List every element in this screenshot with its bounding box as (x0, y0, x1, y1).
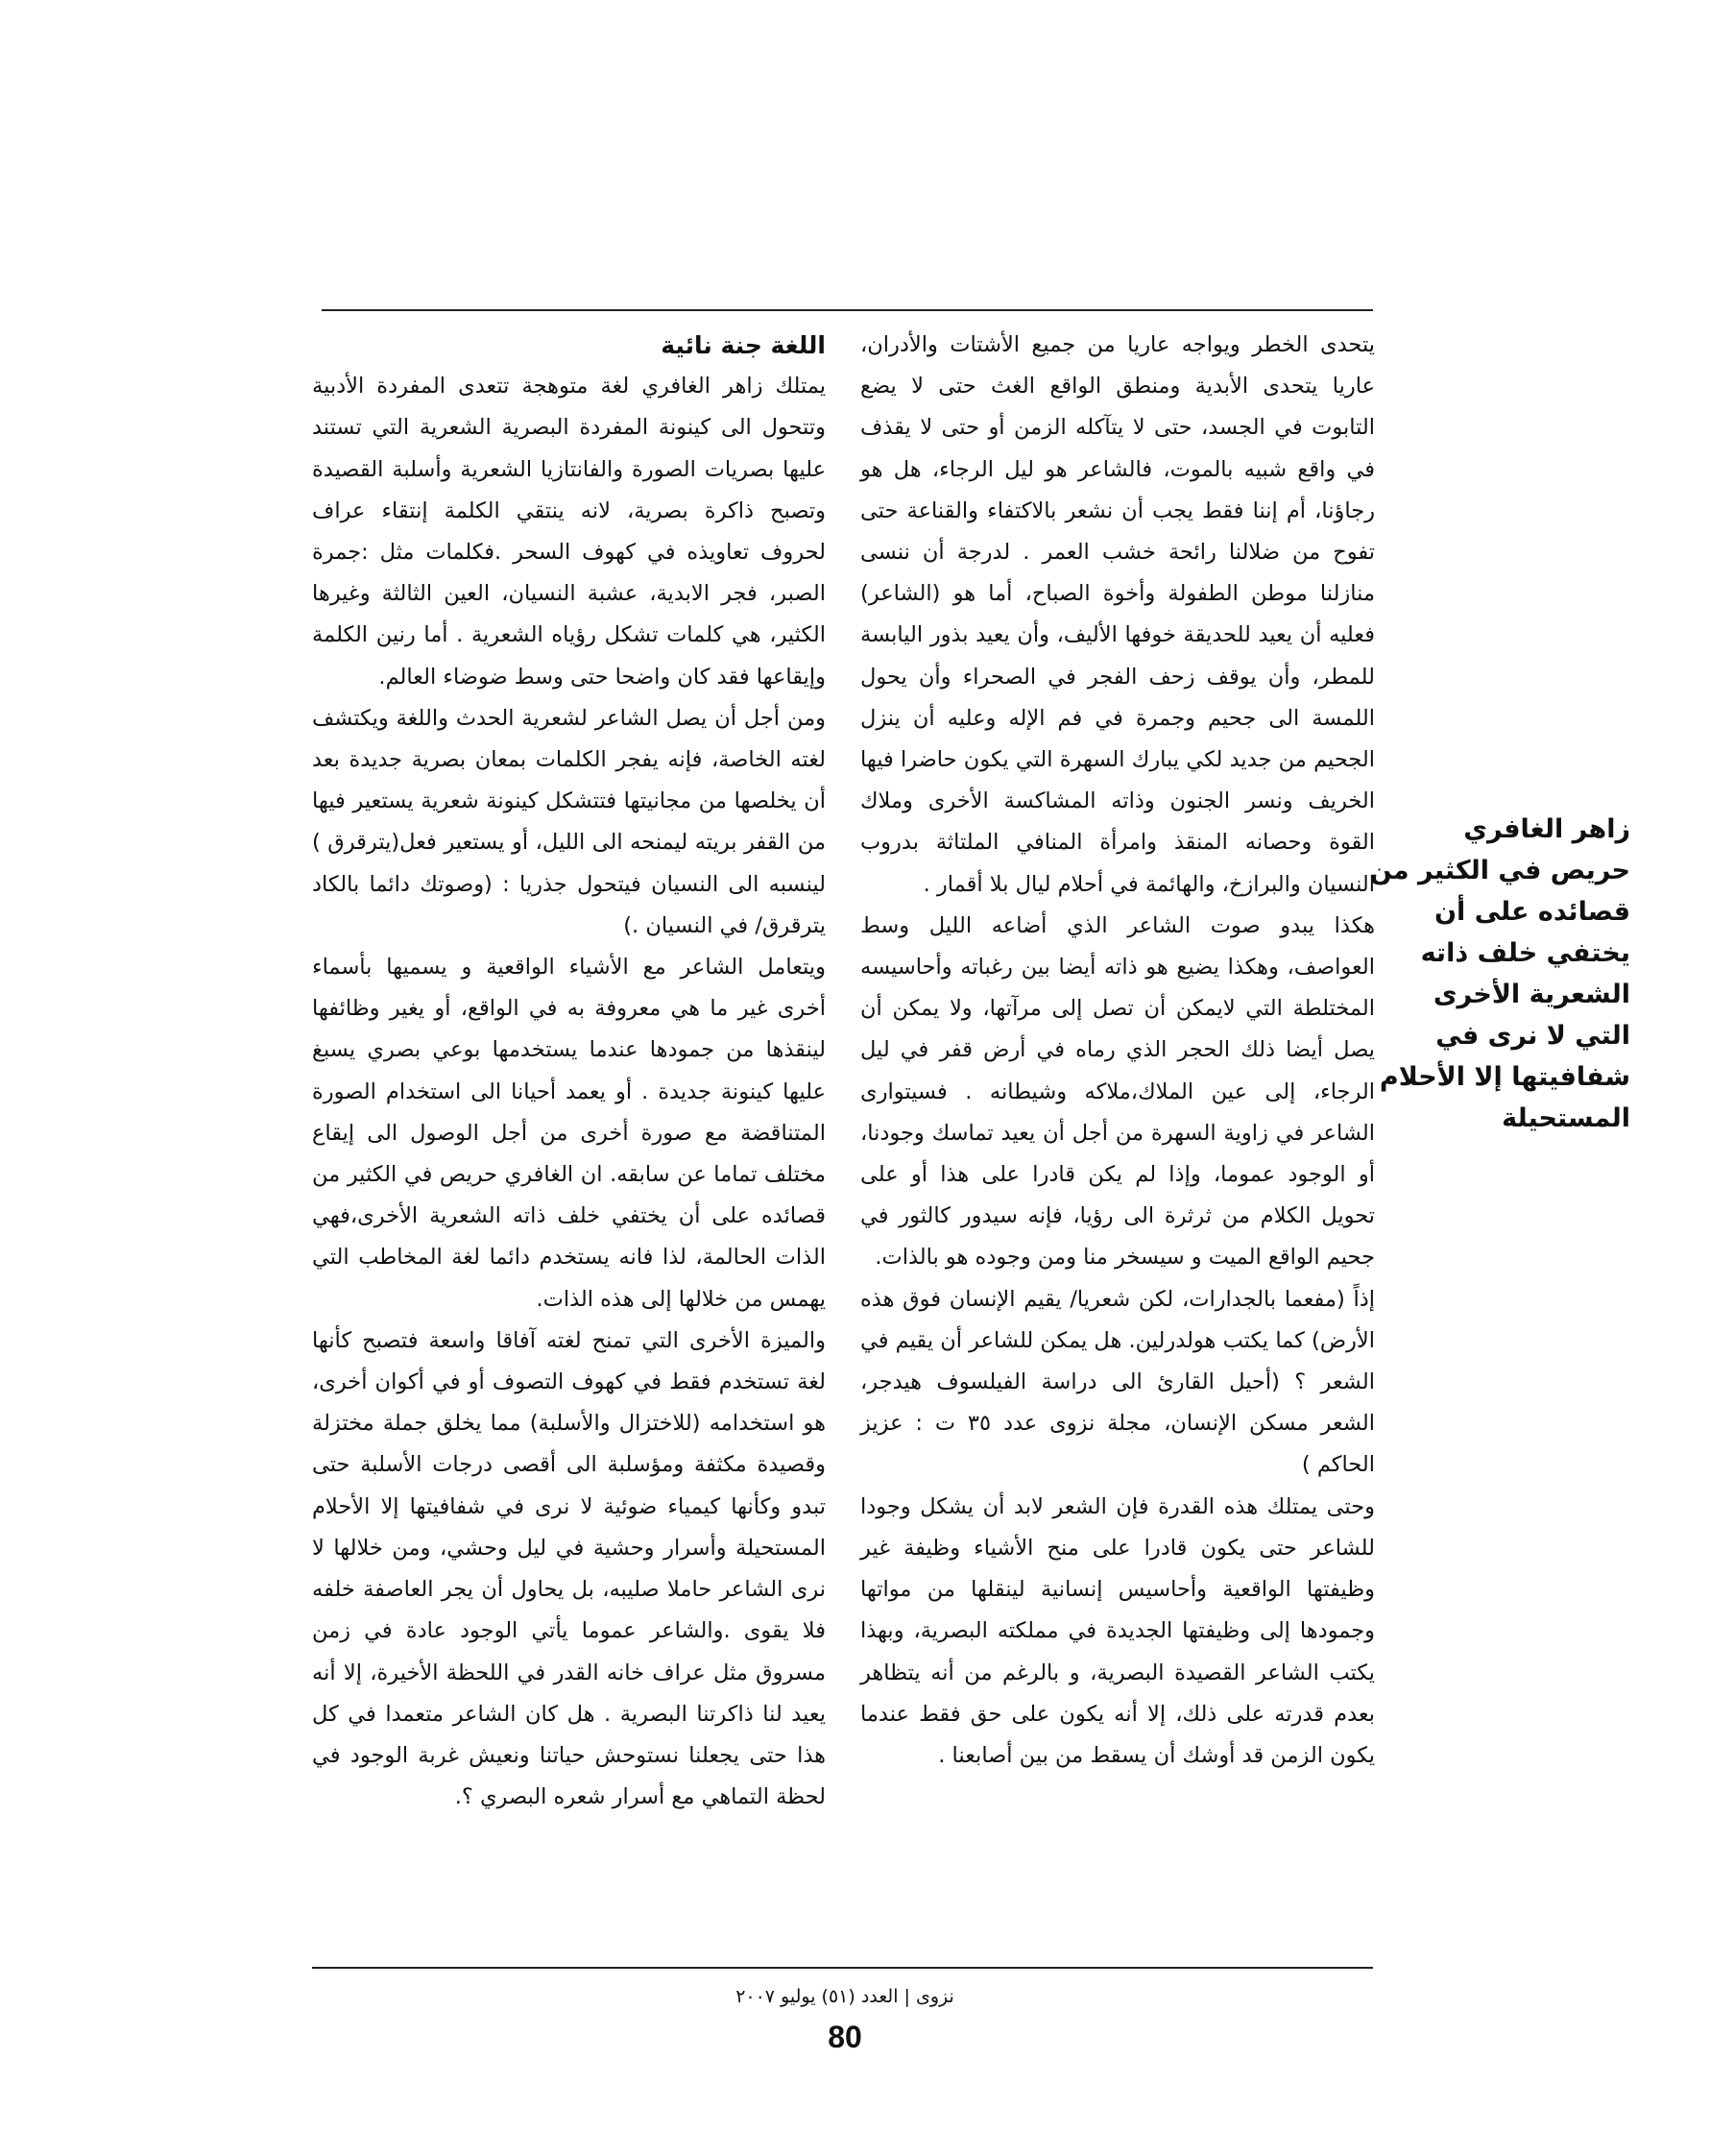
pull-quote-line: الشعرية الأخرى (1433, 980, 1630, 1009)
pull-quote-line: زاهر الغافري (1463, 814, 1630, 844)
pull-quote-line: يختفي خلف ذاته (1420, 938, 1630, 968)
body-paragraph: وحتى يمتلك هذه القدرة فإن الشعر لابد أن يشكل وجودا للشاعر حتى يكون قادرا على منح الأشياء وظيفة غير وظيفتها الواقعية وأحاسيس إنسانية لينقلها من مواتها وجمودها إلى وظيفتها الجديدة في مملكته البصرية، وبهذا يكتب الشاعر القصيدة البصرية، و بالرغم من أنه يتظاهر بعدم قدرته على ذلك، إلا أنه يكون على حق فقط عندما يكون الزمن قد أوشك أن يسقط من بين أصابعنا . (860, 1493, 1375, 1768)
body-paragraph: يمتلك زاهر الغافري لغة متوهجة تتعدى المفردة الأدبية وتتحول الى كينونة المفردة البصرية الشعرية التي تستند عليها بصريات الصورة والفانتازيا الشعرية وأسلبة القصيدة وتصبح ذاكرة بصرية، لانه ينتقي الكلمة إنتقاء عراف لحروف تعاويذه في كهوف السحر .فكلمات مثل :جمرة الصبر، فجر الابدية، عشبة النسيان، العين الثالثة وغيرها الكثير، هي كلمات تشكل رؤياه الشعرية . أما رنين الكلمة وإيقاعها فقد كان واضحا حتى وسط ضوضاء العالم. (312, 374, 826, 690)
pull-quote-line: حريص في الكثير من (1369, 856, 1630, 885)
body-paragraph: هكذا يبدو صوت الشاعر الذي أضاعه الليل وسط العواصف، وهكذا يضيع هو ذاته أيضا بين رغباته وأحاسيسه المختلطة التي لايمكن أن تصل إلى مرآتها، ولا يمكن أن يصل أيضا ذلك الحجر الذي رماه في أرض قفر في ليل الرجاء، إلى عين الملاك،ملاكه وشيطانه . فسيتوارى الشاعر في زاوية السهرة من أجل أن يعيد تماسك وجودنا، أو الوجود عموما، وإذا لم يكن قادرا على هذا أو على تحويل الكلام من ثرثرة الى رؤيا، فإنه سيدور كالثور في جحيم الواقع الميت و سيسخر منا ومن وجوده هو بالذات. (860, 912, 1375, 1271)
body-paragraph: يتحدى الخطر ويواجه عاريا من جميع الأشتات والأدران، عاريا يتحدى الأبدية ومنطق الواقع الغث حتى لا يضع التابوت في الجسد، حتى لا يتآكله الزمن أو حتى لا يقذف في واقع شبيه بالموت، فالشاعر هو ليل الرجاء، هل هو رجاؤنا، أم إننا فقط يجب أن نشعر بالاكتفاء والقناعة حتى تفوح من ضلالنا رائحة خشب العمر . لدرجة أن ننسى منازلنا موطن الطفولة وأخوة الصباح، أما هو (الشاعر) فعليه أن يعيد للحديقة خوفها الأليف، وأن يعيد بذور اليابسة للمطر، وأن يوقف زحف الفجر في الصحراء وأن يحول اللمسة الى جحيم وجمرة في فم الإله وعليه أن ينزل الجحيم من جديد لكي يبارك السهرة التي يكون حاضرا فيها الخريف ونسر الجنون وذاته المشاكسة الأخرى وملاك القوة وحصانه المنقذ وامرأة المنافي الملتاثة بدروب النسيان والبرازخ، والهائمة في أحلام ليال بلا أقمار . (860, 332, 1375, 897)
pull-quote-line: المستحيلة (1502, 1103, 1630, 1133)
body-paragraph: والميزة الأخرى التي تمنح لغته آفاقا واسعة فتصبح كأنها لغة تستخدم فقط في كهوف التصوف أو في أكوان أخرى، هو استخدامه (للاختزال والأسلبة) مما يخلق جملة مختزلة وقصيدة مكثفة ومؤسلبة الى أقصى درجات الأسلبة حتى تبدو وكأنها كيمياء ضوئية لا نرى في شفافيتها إلا الأحلام المستحيلة وأسرار وحشية في ليل وحشي، ومن خلالها لا نرى الشاعر حاملا صليبه، بل يحاول أن يجر العاصفة خلفه فلا يقوى .والشاعر عموما يأتي الوجود عادة في زمن مسروق مثل عراف خانه القدر في اللحظة الأخيرة، إلا أنه يعيد لنا ذاكرتنا البصرية . هل كان الشاعر متعمدا في كل هذا حتى يجعلنا نستوحش حياتنا ونعيش غربة الوجود في لحظة التماهي مع أسرار شعره البصري ؟. (312, 1327, 826, 1810)
body-paragraph: إذاً (مفعما بالجدارات، لكن شعريا/ يقيم الإنسان فوق هذه الأرض) كما يكتب هولدرلين. هل يمكن للشاعر أن يقيم في الشعر ؟ (أحيل القارئ الى دراسة الفيلسوف هيدجر، الشعر مسكن الإنسان، مجلة نزوى عدد ٣٥ ت : عزيز الحاكم ) (860, 1286, 1375, 1478)
pull-quote-line: شفافيتها إلا الأحلام (1379, 1062, 1630, 1092)
page-number: 80 (828, 2020, 862, 2054)
bottom-rule (312, 1967, 1373, 1969)
body-paragraph: ومن أجل أن يصل الشاعر لشعرية الحدث واللغة ويكتشف لغته الخاصة، فإنه يفجر الكلمات بمعان بصرية جديدة بعد أن يخلصها من مجانيتها فتتشكل كينونة شعرية يستعير فيها من القفر بريته ليمنحه الى الليل، أو يستعير فعل(يترقرق ) لينسبه الى النسيان فيتحول جذريا : (وصوتك دائما بالكاد يترقرق/ في النسيان .) (312, 705, 826, 938)
pull-quote (1369, 809, 1630, 1139)
right-column (860, 325, 1375, 1777)
top-rule (322, 309, 1373, 311)
body-paragraph: ويتعامل الشاعر مع الأشياء الواقعية و يسميها بأسماء أخرى غير ما هي معروفة به في الواقع، أو يغير وظائفها لينقذها من جمودها عندما يستخدمها بوعي بصري يسبغ عليها كينونة جديدة . أو يعمد أحيانا الى استخدام الصورة المتناقضة مع صورة أخرى من أجل الوصول الى إيقاع مختلف تماما عن سابقه. ان الغافري حريص في الكثير من قصائده على أن يختفي خلف ذاته الشعرية الأخرى،فهي الذات الحالمة، لذا فانه يستخدم دائما لغة المخاطب التي يهمس من خلالها إلى هذه الذات. (312, 955, 826, 1312)
left-column (312, 325, 826, 1818)
section-heading: اللغة جنة نائية (661, 331, 826, 359)
pull-quote-line: التي لا نرى في (1435, 1021, 1630, 1051)
issue-info: نزوى | العدد (٥١) يوليو ٢٠٠٧ (735, 1986, 954, 2007)
pull-quote-line: قصائده على أن (1434, 897, 1630, 927)
